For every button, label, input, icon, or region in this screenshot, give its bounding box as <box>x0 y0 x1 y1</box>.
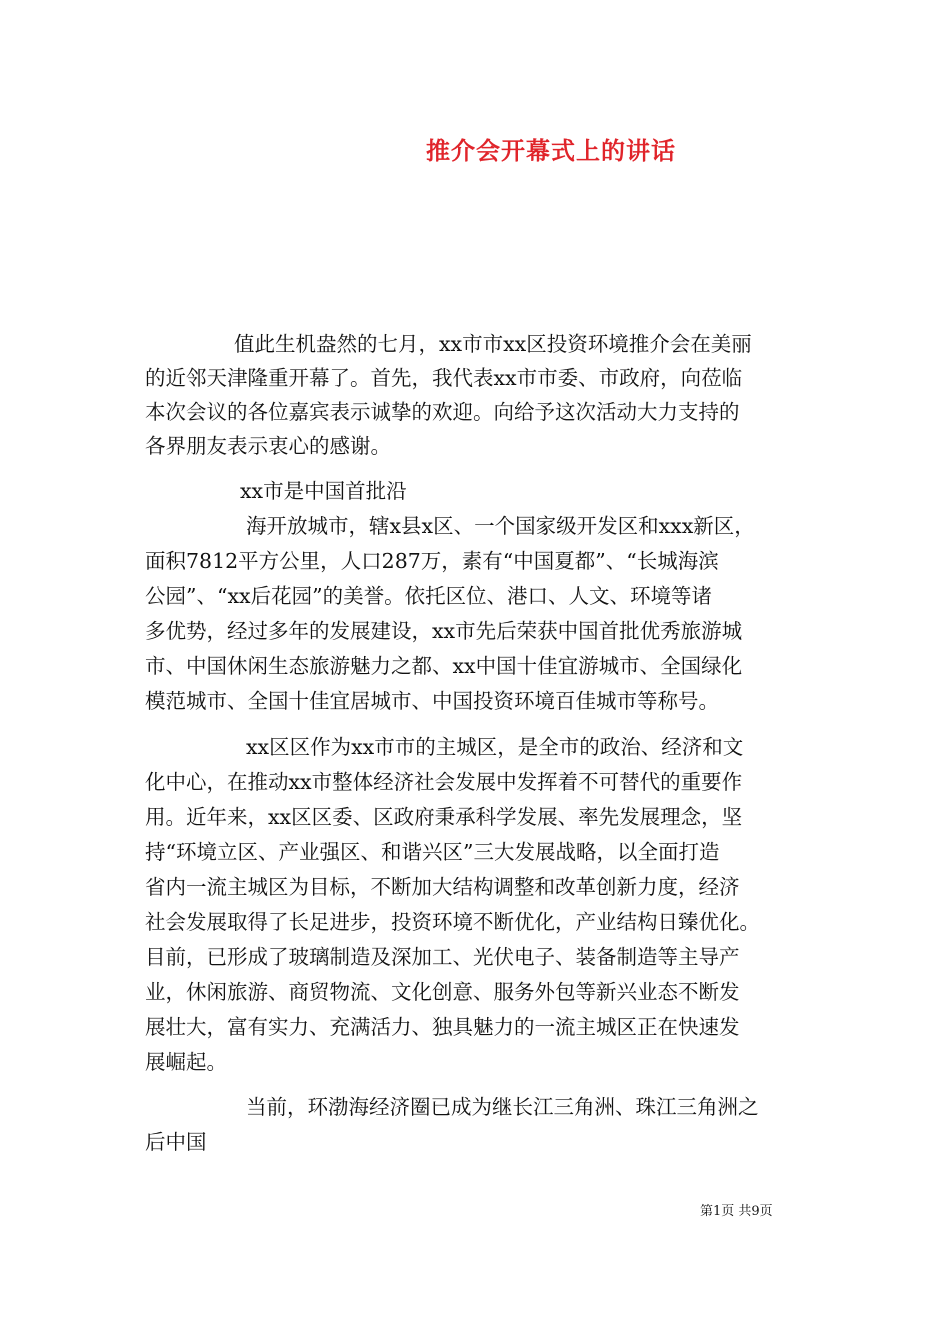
paragraph-line: 当前，环渤海经济圈已成为继长江三角洲、珠江三角洲之 <box>246 1095 759 1119</box>
document-title: 推介会开幕式上的讲话 <box>426 136 676 165</box>
paragraph-line: 目前，已形成了玻璃制造及深加工、光伏电子、装备制造等主导产 <box>145 945 740 969</box>
paragraph-line: 省内一流主城区为目标，不断加大结构调整和改革创新力度，经济 <box>145 875 740 899</box>
paragraph-line: xx市是中国首批沿 <box>240 479 407 503</box>
paragraph-line: 本次会议的各位嘉宾表示诚挚的欢迎。向给予这次活动大力支持的 <box>145 400 740 424</box>
paragraph-line: 海开放城市，辖x县x区、一个国家级开发区和xxx新区， <box>246 514 755 538</box>
paragraph-line: 面积7812平方公里，人口287万，素有“中国夏都”、“长城海滨 <box>145 549 719 573</box>
paragraph-line: 业，休闲旅游、商贸物流、文化创意、服务外包等新兴业态不断发 <box>145 980 740 1004</box>
paragraph-line: 化中心，在推动xx市整体经济社会发展中发挥着不可替代的重要作 <box>145 770 743 794</box>
paragraph-line: 值此生机盎然的七月，xx市市xx区投资环境推介会在美丽 <box>234 332 752 356</box>
paragraph-line: 展壮大，富有实力、充满活力、独具魅力的一流主城区正在快速发 <box>145 1015 740 1039</box>
paragraph-line: xx区区作为xx市市的主城区，是全市的政治、经济和文 <box>246 735 744 759</box>
paragraph-line: 持“环境立区、产业强区、和谐兴区”三大发展战略，以全面打造 <box>145 840 720 864</box>
paragraph-line: 市、中国休闲生态旅游魅力之都、xx中国十佳宜游城市、全国绿化 <box>145 654 743 678</box>
paragraph-line: 展崛起。 <box>145 1050 227 1074</box>
page-number: 第1页 共9页 <box>700 1204 773 1219</box>
paragraph-line: 多优势，经过多年的发展建设，xx市先后荣获中国首批优秀旅游城 <box>145 619 743 643</box>
paragraph-line: 模范城市、全国十佳宜居城市、中国投资环境百佳城市等称号。 <box>145 689 719 713</box>
paragraph-line: 社会发展取得了长足进步，投资环境不断优化，产业结构日臻优化。 <box>145 910 760 934</box>
paragraph-line: 各界朋友表示衷心的感谢。 <box>145 434 391 458</box>
paragraph-line: 的近邻天津隆重开幕了。首先，我代表xx市市委、市政府，向莅临 <box>145 366 743 390</box>
paragraph-line: 公园”、“xx后花园”的美誉。依托区位、港口、人文、环境等诸 <box>145 584 713 608</box>
paragraph-line: 后中国 <box>145 1130 207 1154</box>
paragraph-line: 用。近年来，xx区区委、区政府秉承科学发展、率先发展理念，坚 <box>145 805 743 829</box>
